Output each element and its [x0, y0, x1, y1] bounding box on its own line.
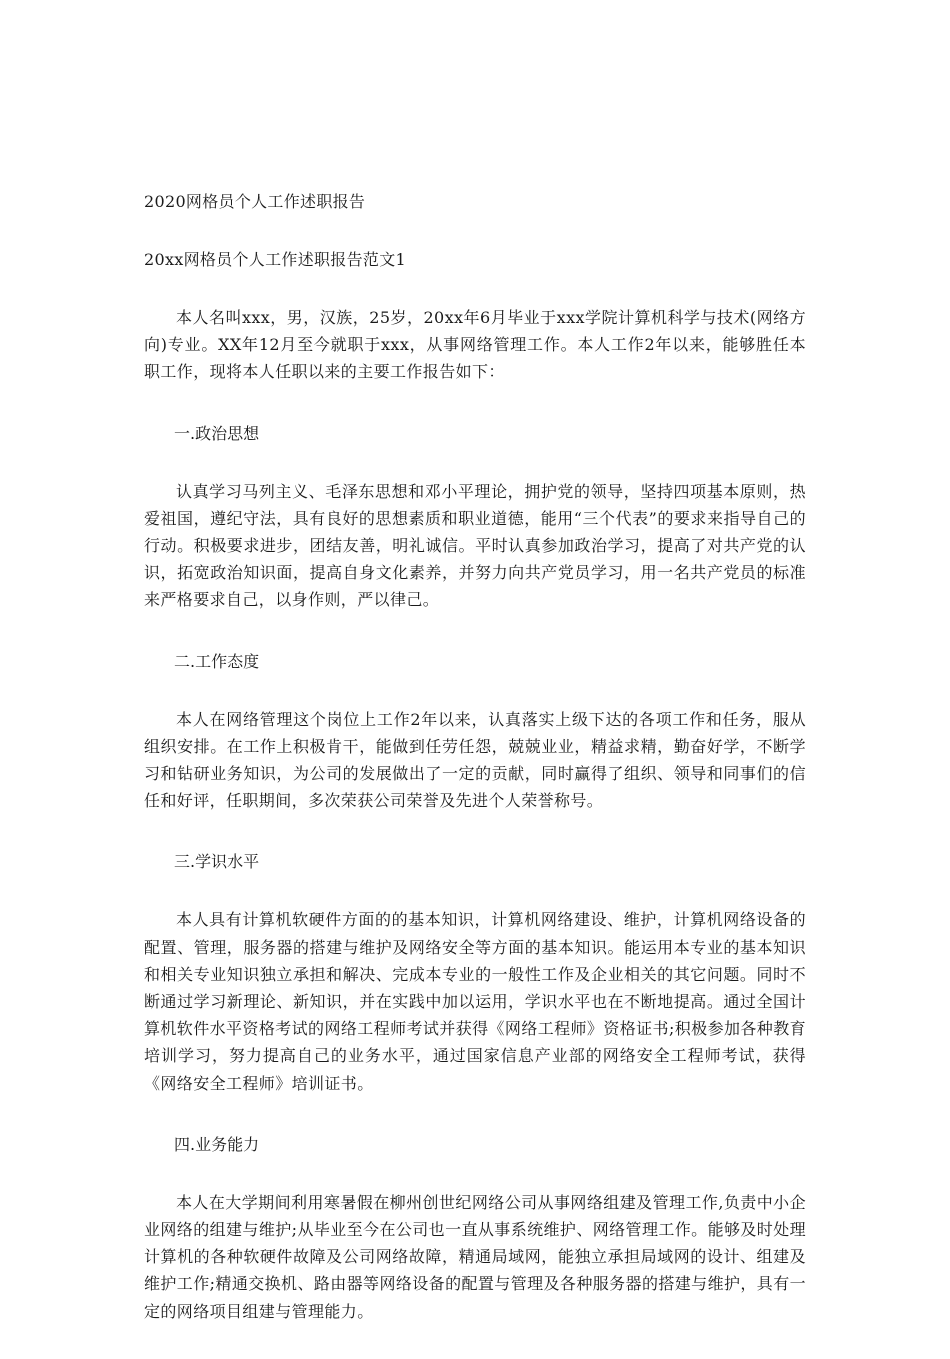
- document-subtitle: 20xx网格员个人工作述职报告范文1: [144, 250, 406, 269]
- section-body-ability: 本人在大学期间利用寒暑假在柳州创世纪网络公司从事网络组建及管理工作,负责中小企业网络的组建与维护;从毕业至今在公司也一直从事系统维护、网络管理工作。能够及时处理计算机的各种软硬件故障及公司网络故障，精通局域网，能独立承担局域网的设计、组建及维护工作;精通交换机、路由器等网络设备的配置与管理及各种服务器的搭建与维护，具有一定的网络项目组建与管理能力。: [144, 1192, 806, 1321]
- document-body: [144, 188, 806, 1359]
- intro-paragraph: 本人名叫xxx，男，汉族，25岁，20xx年6月毕业于xxx学院计算机科学与技术(网络方向)专业。XX年12月至今就职于xxx，从事网络管理工作。本人工作2年以来，能够胜任本职工作，现将本人任职以来的主要工作报告如下：: [144, 308, 806, 382]
- section-body-attitude: 本人在网络管理这个岗位上工作2年以来，认真落实上级下达的各项工作和任务，服从组织安排。在工作上积极肯干，能做到任劳任怨，兢兢业业，精益求精，勤奋好学，不断学习和钻研业务知识，为公司的发展做出了一定的贡献，同时赢得了组织、领导和同事们的信任和好评，任职期间，多次荣获公司荣誉及先进个人荣誉称号。: [144, 709, 806, 811]
- section-body-knowledge: 本人具有计算机软硬件方面的的基本知识，计算机网络建设、维护，计算机网络设备的配置、管理，服务器的搭建与维护及网络安全等方面的基本知识。能运用本专业的基本知识和相关专业知识独立承担和解决、完成本专业的一般性工作及企业相关的其它问题。同时不断通过学习新理论、新知识，并在实践中加以运用，学识水平也在不断地提高。通过全国计算机软件水平资格考试的网络工程师考试并获得《网络工程师》资格证书;积极参加各种教育培训学习，努力提高自己的业务水平，通过国家信息产业部的网络安全工程师考试，获得《网络安全工程师》培训证书。: [144, 910, 806, 1093]
- section-heading-politics: 一.政治思想: [174, 423, 260, 443]
- section-heading-knowledge: 三.学识水平: [174, 852, 260, 872]
- section-heading-attitude: 二.工作态度: [174, 651, 260, 671]
- document-title: 2020网格员个人工作述职报告: [144, 192, 366, 211]
- section-body-politics: 认真学习马列主义、毛泽东思想和邓小平理论，拥护党的领导，坚持四项基本原则，热爱祖国，遵纪守法，具有良好的思想素质和职业道德，能用“三个代表”的要求来指导自己的行动。积极要求进步，团结友善，明礼诚信。平时认真参加政治学习，提高了对共产党的认识，拓宽政治知识面，提高自身文化素养，并努力向共产党员学习，用一名共产党员的标准来严格要求自己，以身作则，严以律己。: [144, 481, 806, 610]
- section-heading-ability: 四.业务能力: [174, 1134, 260, 1154]
